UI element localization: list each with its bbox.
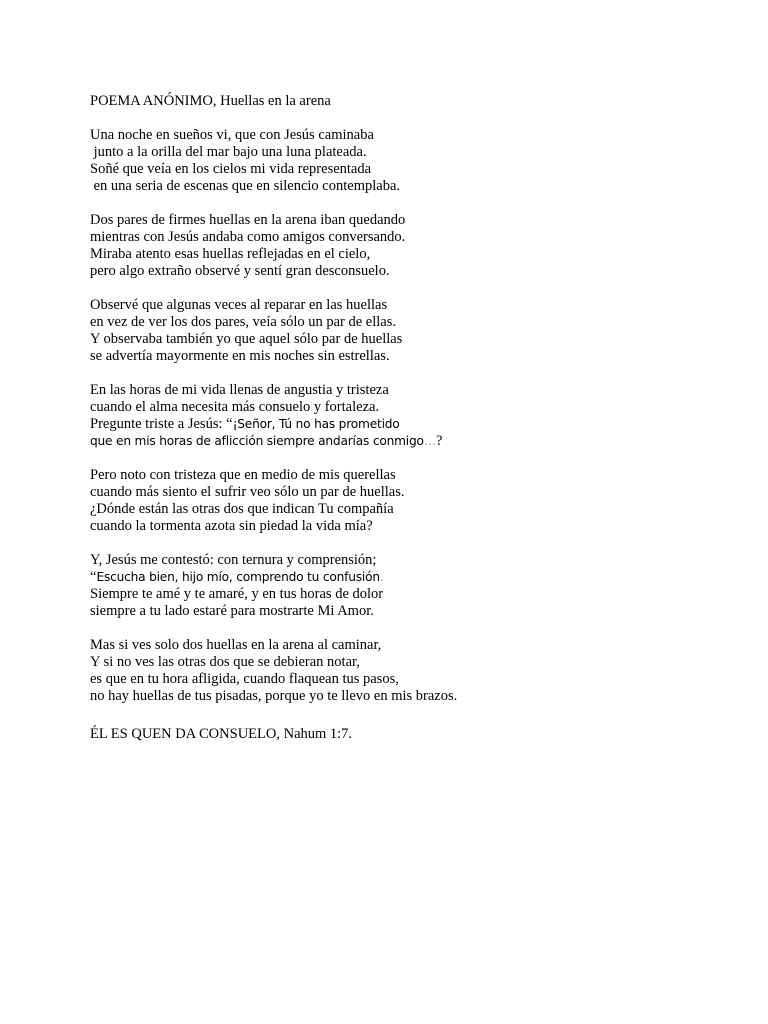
poem-line: cuando el alma necesita más consuelo y fortaleza. [90, 399, 380, 415]
poem-line: pero algo extraño observé y sentí gran desconsuelo. [90, 263, 390, 279]
poem-line: Dos pares de firmes huellas en la arena iban quedando [90, 212, 406, 228]
line-text: Pregunte triste a Jesús: “ [90, 416, 233, 432]
line-text-alt: Escucha bien, hijo mío, comprendo tu confusión [96, 570, 380, 584]
poem-line: no hay huellas de tus pisadas, porque yo te llevo en mis brazos. [90, 688, 458, 704]
poem-line: Mas si ves solo dos huellas en la arena al caminar, [90, 637, 382, 653]
poem-line-mixed [90, 433, 730, 450]
poem-title: POEMA ANÓNIMO, Huellas en la arena [90, 93, 331, 109]
stanza-6 [90, 552, 730, 620]
poem-line: se advertía mayormente en mis noches sin estrellas. [90, 348, 390, 364]
poem-line: en vez de ver los dos pares, veía sólo un par de ellas. [90, 314, 397, 330]
poem-line: ¿Dónde están las otras dos que indican Tu compañía [90, 501, 394, 517]
poem-line: Soñé que veía en los cielos mi vida representada [90, 161, 372, 177]
poem-line-mixed [90, 416, 730, 433]
poem-line: Y, Jesús me contestó: con ternura y comprensión; [90, 552, 377, 568]
stanza-7 [90, 637, 730, 705]
poem-line: Siempre te amé y te amaré, y en tus horas de dolor [90, 586, 384, 602]
poem-line-mixed [90, 569, 730, 586]
stanza-2 [90, 212, 730, 280]
poem-line: mientras con Jesús andaba como amigos conversando. [90, 229, 406, 245]
line-text-alt: ¡Señor, Tú no has prometido [232, 417, 400, 431]
poem-line: siempre a tu lado estaré para mostrarte Mi Amor. [90, 603, 374, 619]
poem-line: Pero noto con tristeza que en medio de mis querellas [90, 467, 396, 483]
poem-line: Miraba atento esas huellas reflejadas en el cielo, [90, 246, 371, 262]
poem-line: Y si no ves las otras dos que se debieran notar, [90, 654, 360, 670]
line-text: “ [90, 569, 97, 585]
line-text-alt: que en mis horas de aflicción siempre andarías conmigo [90, 434, 424, 448]
line-text: ? [435, 433, 443, 449]
poem-line: Y observaba también yo que aquel sólo par de huellas [90, 331, 403, 347]
poem-line: en una seria de escenas que en silencio contemplaba. [90, 178, 401, 194]
poem-line: junto a la orilla del mar bajo una luna plateada. [90, 144, 367, 160]
stanza-4 [90, 382, 730, 450]
poem-line: cuando más siento el sufrir veo sólo un par de huellas. [90, 484, 405, 500]
poem-line: cuando la tormenta azota sin piedad la vida mía? [90, 518, 373, 534]
poem-line: Observé que algunas veces al reparar en las huellas [90, 297, 388, 313]
poem-line: Una noche en sueños vi, que con Jesús caminaba [90, 127, 374, 143]
stanza-1 [90, 127, 730, 195]
ellipsis-mark: … [423, 434, 436, 448]
stanza-3 [90, 297, 730, 365]
closing-line: ÉL ES QUEN DA CONSUELO, Nahum 1:7. [90, 726, 353, 742]
stanza-5 [90, 467, 730, 535]
poem-line: es que en tu hora afligida, cuando flaquean tus pasos, [90, 671, 399, 687]
period-mark: . [379, 570, 384, 584]
poem-line: En las horas de mi vida llenas de angustia y tristeza [90, 382, 389, 398]
